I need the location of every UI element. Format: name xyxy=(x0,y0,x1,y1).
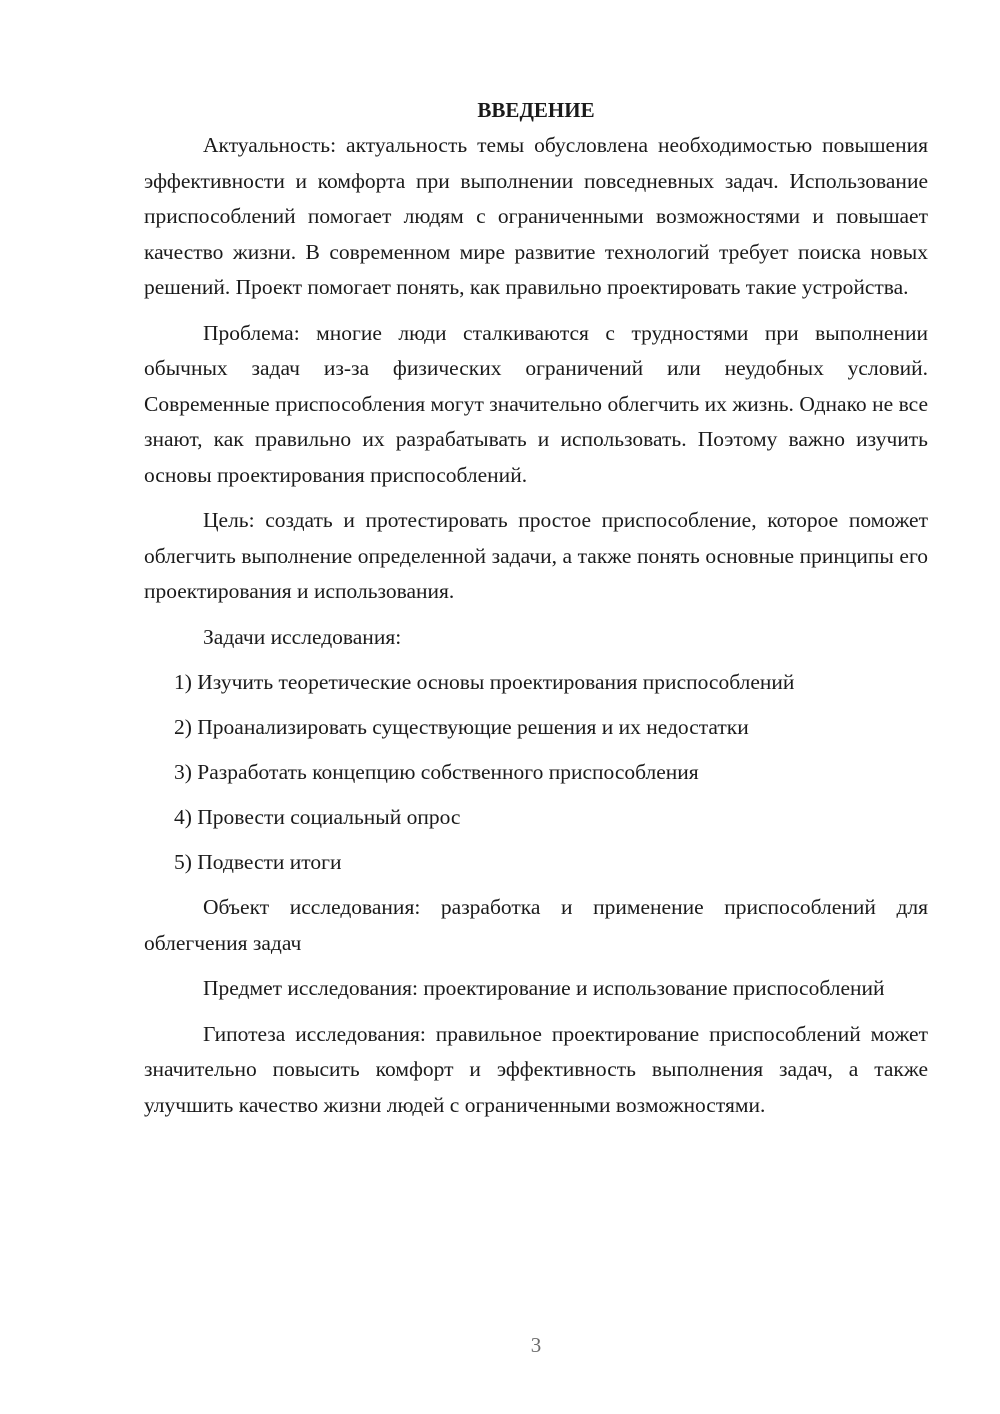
task-list xyxy=(144,665,928,880)
page-title: ВВЕДЕНИЕ xyxy=(477,98,595,122)
task-item: 3) Разработать концепцию собственного приспособления xyxy=(174,760,699,784)
task-item: 1) Изучить теоретические основы проектирования приспособлений xyxy=(174,670,795,694)
task-item: 5) Подвести итоги xyxy=(174,850,342,874)
tasks-heading: Задачи исследования: xyxy=(203,624,402,649)
page-content xyxy=(144,93,928,1123)
paragraph-hypothesis: Гипотеза исследования: правильное проектирование приспособлений может значительно повысить комфорт и эффективность выполнения задач, а также улучшить качество жизни людей с ограниченными возможностями. xyxy=(144,1021,928,1117)
task-item: 4) Провести социальный опрос xyxy=(174,805,461,829)
paragraph-subject: Предмет исследования: проектирование и использование приспособлений xyxy=(203,976,885,1000)
paragraph-problem: Проблема: многие люди сталкиваются с трудностями при выполнении обычных задач из-за физических ограничений или неудобных условий. Современные приспособления могут значительно облегчить их жизнь. Однако не все знают, как правильно их разрабатывать и использовать. Поэтому важно изучить основы проектирования приспособлений. xyxy=(144,320,928,487)
paragraph-relevance: Актуальность: актуальность темы обусловлена необходимостью повышения эффективности и комфорта при выполнении повседневных задач. Использование приспособлений помогает людям с ограниченными возможностями и повышает качество жизни. В современном мире развитие технологий требует поиска новых решений. Проект помогает понять, как правильно проектировать такие устройства. xyxy=(144,133,928,299)
paragraph-object: Объект исследования: разработка и применение приспособлений для облегчения задач xyxy=(144,895,928,955)
page-number: 3 xyxy=(530,1333,542,1357)
task-item: 2) Проанализировать существующие решения и их недостатки xyxy=(174,715,749,739)
paragraph-goal: Цель: создать и протестировать простое приспособление, которое поможет облегчить выполнение определенной задачи, а также понять основные принципы его проектирования и использования. xyxy=(144,508,928,603)
